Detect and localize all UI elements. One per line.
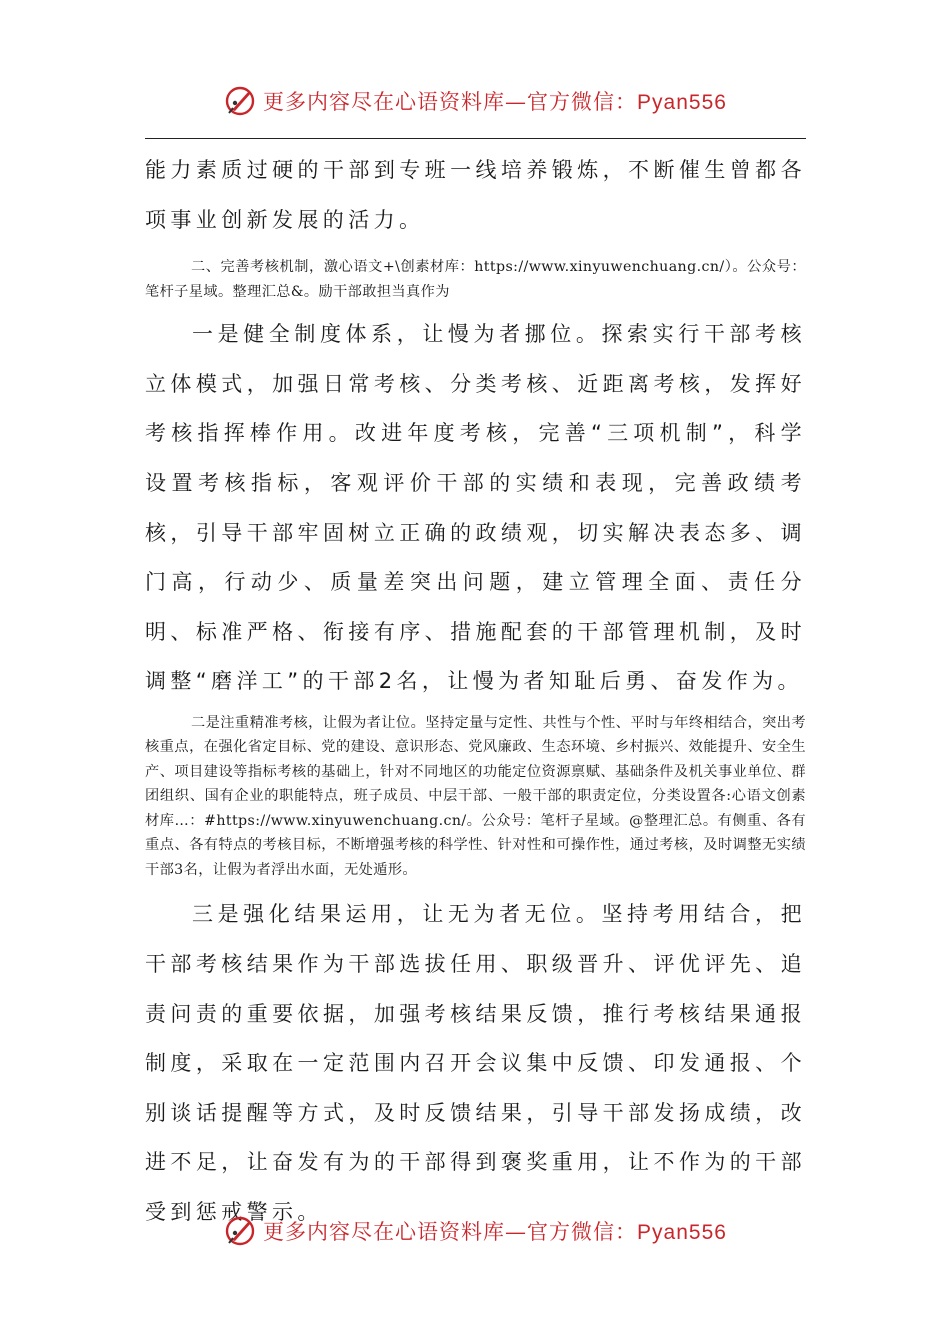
paragraph-item-2: 二是注重精准考核，让假为者让位。坚持定量与定性、共性与个性、平时与年终相结合，突出考核重点，在强化省定目标、党的建设、意识形态、党风廉政、生态环境、乡村振兴、效能提升、安全生产、项目建设等指标考核的基础上，针对不同地区的功能定位资源禀赋、基础条件及机关事业单位、群团组织、国有企业的职能特点，班子成员、中层干部、一般干部的职责定位，分类设置各:心语文创素材库…：#https://www.xinyuwenchuang.cn/。公众号：笔杆子星域。@整理汇总。有侧重、各有重点、各有特点的考核目标，不断增强考核的科学性、针对性和可操作性，通过考核，及时调整无实绩干部3名，让假为者浮出水面，无处遁形。: [145, 714, 806, 878]
paragraph-item-3: 三是强化结果运用，让无为者无位。坚持考用结合，把干部考核结果作为干部选拔任用、职级晋升、评优评先、追责问责的重要依据，加强考核结果反馈，推行考核结果通报制度，采取在一定范围内召开会议集中反馈、印发通报、个别谈话提醒等方式，及时反馈结果，引导干部发扬成绩，改进不足，让奋发有为的干部得到褒奖重用，让不作为的干部受到惩戒警示。: [145, 902, 806, 1224]
quill-logo-icon: [223, 1214, 257, 1248]
header-banner: [0, 78, 950, 124]
footer-banner: [0, 1208, 950, 1254]
banner-text: 更多内容尽在心语资料库—官方微信：Pyan556: [263, 1220, 727, 1244]
document-body: [145, 146, 806, 1238]
section-heading-2: 二、完善考核机制，激心语文+\创素材库：https://www.xinyuwenchuang.cn/）。公众号：笔杆子星域。整理汇总&。励干部敢担当真作为: [145, 259, 806, 300]
banner-text: 更多内容尽在心语资料库—官方微信：Pyan556: [263, 90, 727, 114]
header-divider: [145, 138, 806, 139]
paragraph-item-1: 一是健全制度体系，让慢为者挪位。探索实行干部考核立体模式，加强日常考核、分类考核、近距离考核，发挥好考核指挥棒作用。改进年度考核，完善“三项机制”，科学设置考核指标，客观评价干部的实绩和表现，完善政绩考核，引导干部牢固树立正确的政绩观，切实解决表态多、调门高，行动少、质量差突出问题，建立管理全面、责任分明、标准严格、衔接有序、措施配套的干部管理机制，及时调整“磨洋工”的干部2名，让慢为者知耻后勇、奋发作为。: [145, 322, 806, 694]
quill-logo-icon: [223, 84, 257, 118]
wechat-id: Pyan556: [637, 1221, 727, 1244]
paragraph-continuation: 能力素质过硬的干部到专班一线培养锻炼，不断催生曾都各项事业创新发展的活力。: [145, 158, 806, 232]
wechat-id: Pyan556: [637, 91, 727, 114]
